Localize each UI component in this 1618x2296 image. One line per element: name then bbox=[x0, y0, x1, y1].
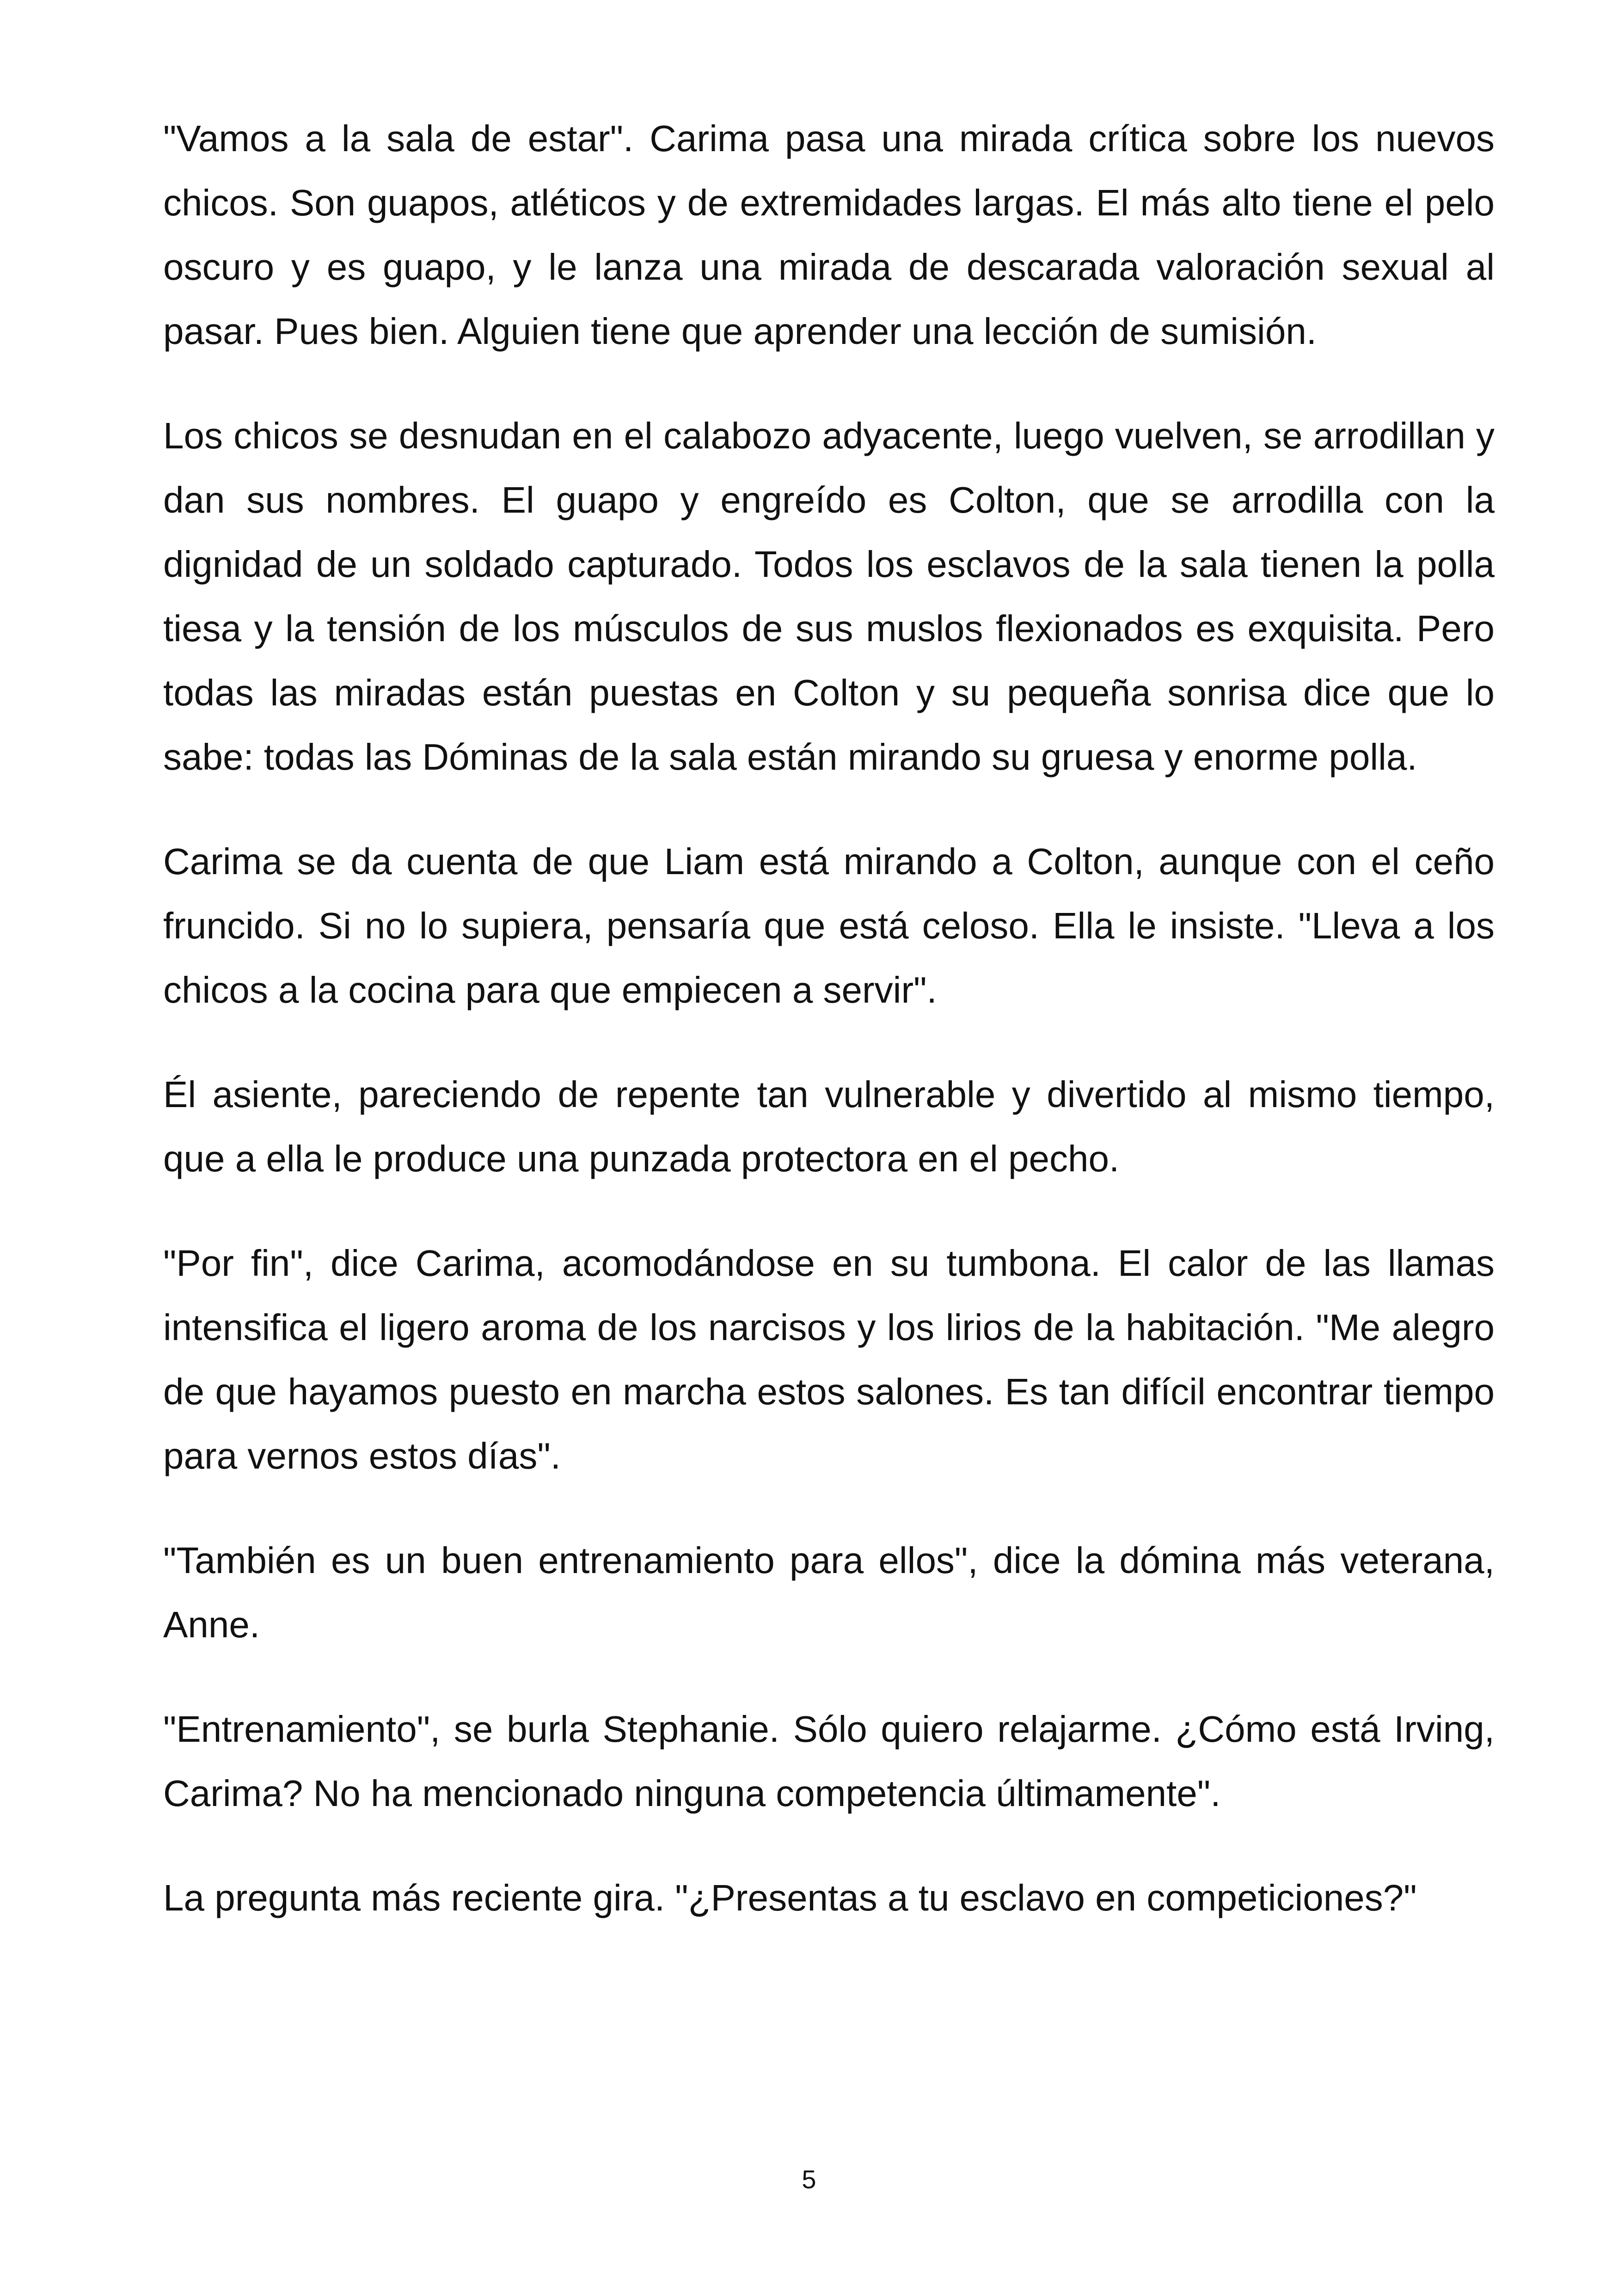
page-number: 5 bbox=[802, 2165, 816, 2194]
paragraph-6: "También es un buen entrenamiento para ellos", dice la dómina más veterana, Anne. bbox=[163, 1540, 1495, 1645]
paragraph-3: Carima se da cuenta de que Liam está mirando a Colton, aunque con el ceño fruncido. Si no lo supiera, pensaría que está celoso. Ella le insiste. "Lleva a los chicos a la cocina para que empiecen a servir". bbox=[163, 841, 1495, 1010]
paragraph-7: "Entrenamiento", se burla Stephanie. Sólo quiero relajarme. ¿Cómo está Irving, Carima? No ha mencionado ninguna competencia últimamente". bbox=[163, 1708, 1495, 1814]
paragraph-5: "Por fin", dice Carima, acomodándose en su tumbona. El calor de las llamas intensifica el ligero aroma de los narcisos y los lirios de la habitación. "Me alegro de que hayamos puesto en marcha estos salones. Es tan difícil encontrar tiempo para vernos estos días". bbox=[163, 1243, 1495, 1476]
paragraph-2: Los chicos se desnudan en el calabozo adyacente, luego vuelven, se arrodillan y dan sus nombres. El guapo y engreído es Colton, que se arrodilla con la dignidad de un soldado capturado. Todos los esclavos de la sala tienen la polla tiesa y la tensión de los músculos de sus muslos flexionados es exquisita. Pero todas las miradas están puestas en Colton y su pequeña sonrisa dice que lo sabe: todas las Dóminas de la sala están mirando su gruesa y enorme polla. bbox=[163, 415, 1495, 778]
paragraph-8: La pregunta más reciente gira. "¿Presentas a tu esclavo en competiciones?" bbox=[163, 1877, 1417, 1918]
paragraph-1: "Vamos a la sala de estar". Carima pasa una mirada crítica sobre los nuevos chicos. Son guapos, atléticos y de extremidades largas. El más alto tiene el pelo oscuro y es guapo, y le lanza una mirada de descarada valoración sexual al pasar. Pues bien. Alguien tiene que aprender una lección de sumisión. bbox=[163, 118, 1495, 352]
paragraph-4: Él asiente, pareciendo de repente tan vulnerable y divertido al mismo tiempo, que a ella le produce una punzada protectora en el pecho. bbox=[163, 1074, 1495, 1179]
body-text bbox=[163, 106, 1495, 1930]
